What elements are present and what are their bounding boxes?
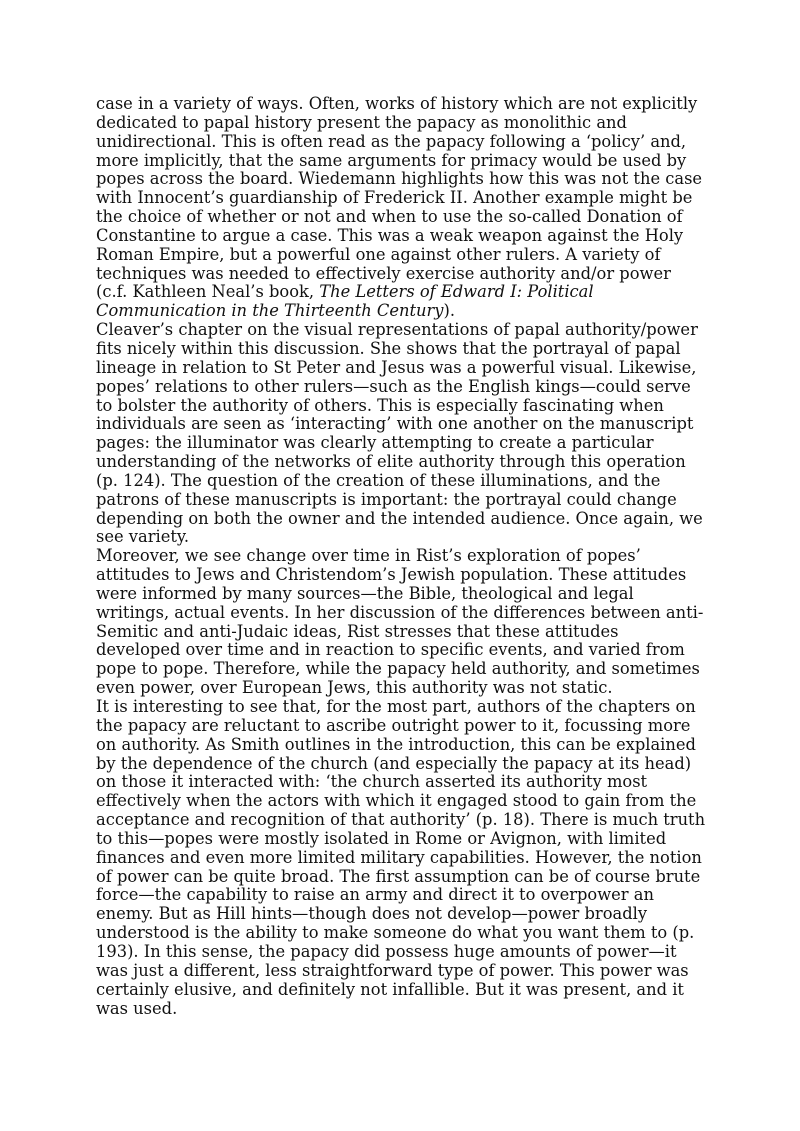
- paragraph-3: Moreover, we see change over time in Rist’s exploration of popes’ attitudes to Jews and Christendom’s Jewish population. These attitudes were informed by many sources—the Bible, theological and legal writings, actual events. In her discussion of the differences between anti-Semitic and anti-Judaic ideas, Rist stresses that these attitudes developed over time and in reaction to specific events, and varied from pope to pope. Therefore, while the papacy held authority, and sometimes even power, over European Jews, this authority was not static.: [96, 546, 704, 698]
- document-body: [96, 95, 706, 1018]
- paragraph-1: [96, 95, 706, 321]
- paragraph-4: It is interesting to see that, for the most part, authors of the chapters on the papacy are reluctant to ascribe outright power to it, focussing more on authority. As Smith outlines in the introduction, this can be explained by the dependence of the church (and especially the papacy at its head) on those it interacted with: ‘the church asserted its authority most effectively when the actors with which it engaged stood to gain from the acceptance and recognition of that authority’ (p. 18). There is much truth to this—popes were mostly isolated in Rome or Avignon, with limited finances and even more limited military capabilities. However, the notion of power can be quite broad. The first assumption can be of course brute force—the capability to raise an army and direct it to overpower an enemy. But as Hill hints—though does not develop—power broadly understood is the ability to make someone do what you want them to (p. 193). In this sense, the papacy did possess huge amounts of power—it was just a different, less straightforward type of power. This power was certainly elusive, and definitely not infallible. But it was present, and it was used.: [96, 697, 706, 1018]
- paragraph-2: Cleaver’s chapter on the visual representations of papal authority/power fits nicely within this discussion. She shows that the portrayal of papal lineage in relation to St Peter and Jesus was a powerful visual. Likewise, popes’ relations to other rulers—such as the English kings—could serve to bolster the authority of others. This is especially fascinating when individuals are seen as ‘interacting’ with one another on the manuscript pages: the illuminator was clearly attempting to create a particular understanding of the networks of elite authority through this operation (p. 124). The question of the creation of these illuminations, and the patrons of these manuscripts is important: the portrayal could change depending on both the owner and the intended audience. Once again, we see variety.: [96, 320, 703, 547]
- book-title: The Letters of Edward I: Political Communication in the Thirteenth Century: [96, 282, 594, 321]
- paragraph-1-tail: ).: [443, 301, 456, 321]
- paragraph-1-text: case in a variety of ways. Often, works of history which are not explicitly dedicated to papal history present the papacy as monolithic and unidirectional. This is often read as the papacy following a ‘policy’ and, more implicitly, that the same arguments for primacy would be used by popes across the board. Wiedemann highlights how this was not the case with Innocent’s guardianship of Frederick II. Another example might be the choice of whether or not and when to use the so-called Donation of Constantine to argue a case. This was a weak weapon against the Holy Roman Empire, but a powerful one against other rulers. A variety of techniques was needed to effectively exercise authority and/or power (c.f. Kathleen Neal’s book,: [96, 94, 703, 302]
